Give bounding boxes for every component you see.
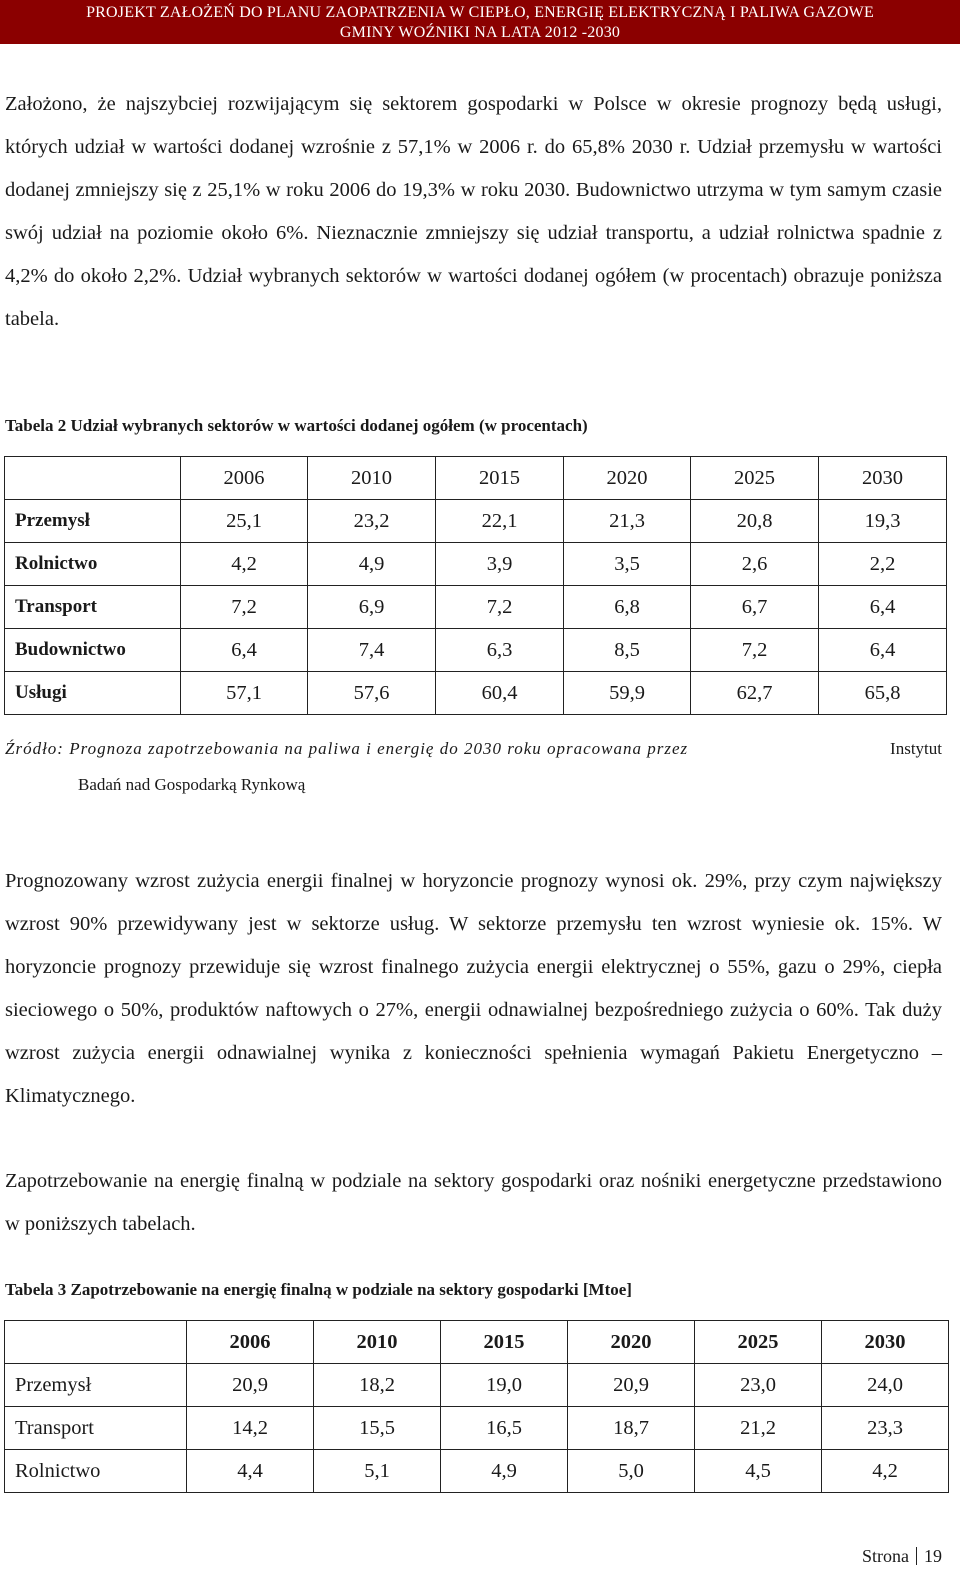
table-cell: 14,2 (187, 1407, 314, 1450)
table-cell: 65,8 (819, 672, 947, 715)
header-title-line1: PROJEKT ZAŁOŻEŃ DO PLANU ZAOPATRZENIA W CIEPŁO, ENERGIĘ ELEKTRYCZNĄ I PALIWA GAZOWE (86, 4, 874, 21)
row-label: Rolnictwo (5, 543, 181, 586)
table-row (5, 586, 947, 629)
source-line2: Badań nad Gospodarką Rynkową (78, 775, 306, 794)
table-cell: 16,5 (441, 1407, 568, 1450)
table3 (4, 1320, 949, 1493)
table-cell: 7,4 (308, 629, 436, 672)
table3-caption: Tabela 3 Zapotrzebowanie na energię finalną w podziale na sektory gospodarki [Mtoe] (5, 1280, 632, 1299)
intro-paragraph: Założono, że najszybciej rozwijającym się sektorem gospodarki w Polsce w okresie prognozy będą usługi, których udział w wartości dodanej wzrośnie z 57,1% w 2006 r. do 65,8% 2030 r. Udział przemysłu w wartości dodanej zmniejszy się z 25,1% w roku 2006 do 19,3% w roku 2030. Budownictwo utrzyma w tym samym czasie swój udział na poziomie około 6%. Nieznacznie zmniejszy się udział transportu, a udział rolnictwa spadnie z 4,2% do około 2,2%. Udział wybranych sektorów w wartości dodanej ogółem (w procentach) obrazuje poniższa tabela. (5, 93, 942, 330)
table2-year-header: 2006 (181, 457, 308, 500)
table-cell: 23,0 (695, 1364, 822, 1407)
table-cell: 4,4 (187, 1450, 314, 1493)
source-note (5, 731, 942, 803)
table2-caption: Tabela 2 Udział wybranych sektorów w wartości dodanej ogółem (w procentach) (5, 416, 588, 435)
table-cell: 6,4 (819, 629, 947, 672)
table-cell: 4,5 (695, 1450, 822, 1493)
header-title-line2: GMINY WOŹNIKI NA LATA 2012 -2030 (339, 24, 621, 41)
table3-header-row (5, 1321, 949, 1364)
page-footer (862, 1546, 942, 1567)
table2 (4, 456, 947, 715)
table-row (5, 1364, 949, 1407)
table-cell: 23,2 (308, 500, 436, 543)
row-label: Rolnictwo (5, 1450, 187, 1493)
table-cell: 3,9 (436, 543, 564, 586)
table-cell: 4,2 (822, 1450, 949, 1493)
table2-year-header: 2020 (564, 457, 691, 500)
table-cell: 2,2 (819, 543, 947, 586)
table-cell: 3,5 (564, 543, 691, 586)
table2-header-row (5, 457, 947, 500)
table-cell: 57,6 (308, 672, 436, 715)
table-cell: 18,2 (314, 1364, 441, 1407)
table-cell: 5,1 (314, 1450, 441, 1493)
page-number: 19 (924, 1546, 942, 1566)
table-row (5, 1407, 949, 1450)
table-cell: 6,4 (819, 586, 947, 629)
table-cell: 4,9 (308, 543, 436, 586)
table-cell: 6,9 (308, 586, 436, 629)
row-label: Budownictwo (5, 629, 181, 672)
row-label: Transport (5, 586, 181, 629)
row-label: Przemysł (5, 500, 181, 543)
table-cell: 4,9 (441, 1450, 568, 1493)
table-cell: 4,2 (181, 543, 308, 586)
table-cell: 20,8 (691, 500, 819, 543)
table-cell: 5,0 (568, 1450, 695, 1493)
table2-year-header: 2015 (436, 457, 564, 500)
table-cell: 6,4 (181, 629, 308, 672)
table-cell: 2,6 (691, 543, 819, 586)
table-row (5, 672, 947, 715)
table-cell: 7,2 (691, 629, 819, 672)
table-row (5, 500, 947, 543)
table-cell: 6,7 (691, 586, 819, 629)
table-cell: 23,3 (822, 1407, 949, 1450)
table-cell: 6,8 (564, 586, 691, 629)
table-cell: 22,1 (436, 500, 564, 543)
table-cell: 15,5 (314, 1407, 441, 1450)
table-cell: 19,0 (441, 1364, 568, 1407)
table2-year-header: 2025 (691, 457, 819, 500)
table-cell: 7,2 (436, 586, 564, 629)
table-cell: 19,3 (819, 500, 947, 543)
table-row (5, 543, 947, 586)
table-cell: 7,2 (181, 586, 308, 629)
table-cell: 20,9 (568, 1364, 695, 1407)
row-label: Usługi (5, 672, 181, 715)
page-header (0, 0, 960, 44)
table3-year-header: 2015 (441, 1321, 568, 1364)
table-cell: 21,2 (695, 1407, 822, 1450)
table3-year-header: 2030 (822, 1321, 949, 1364)
table3-corner-cell (5, 1321, 187, 1364)
source-line1-end: Instytut (890, 739, 942, 758)
table-cell: 21,3 (564, 500, 691, 543)
table2-corner-cell (5, 457, 181, 500)
footer-divider (916, 1547, 917, 1565)
row-label: Transport (5, 1407, 187, 1450)
table3-year-header: 2020 (568, 1321, 695, 1364)
table3-year-header: 2010 (314, 1321, 441, 1364)
table2-year-header: 2010 (308, 457, 436, 500)
table-cell: 20,9 (187, 1364, 314, 1407)
source-prefix: Źródło: Prognoza zapotrzebowania na paliwa i energię do 2030 roku opracowana przez (5, 739, 689, 758)
table-cell: 25,1 (181, 500, 308, 543)
paragraph-energy-demand: Zapotrzebowanie na energię finalną w podziale na sektory gospodarki oraz nośniki energetyczne przedstawiono w poniższych tabelach. (5, 1170, 942, 1235)
table3-year-header: 2025 (695, 1321, 822, 1364)
table-cell: 18,7 (568, 1407, 695, 1450)
table-cell: 6,3 (436, 629, 564, 672)
table-cell: 62,7 (691, 672, 819, 715)
paragraph-energy-growth: Prognozowany wzrost zużycia energii finalnej w horyzoncie prognozy wynosi ok. 29%, przy czym największy wzrost 90% przewidywany jest w sektorze usług. W sektorze przemysłu ten wzrost wyniesie ok. 15%. W horyzoncie prognozy przewiduje się wzrost finalnego zużycia energii elektrycznej o 55%, gazu o 29%, ciepła sieciowego o 50%, produktów naftowych o 27%, energii odnawialnej bezpośredniego zużycia o 60%. Tak duży wzrost zużycia energii odnawialnej wynika z konieczności spełnienia wymagań Pakietu Energetyczno – Klimatycznego. (5, 870, 942, 1107)
table3-year-header: 2006 (187, 1321, 314, 1364)
table-cell: 57,1 (181, 672, 308, 715)
table-cell: 60,4 (436, 672, 564, 715)
table-cell: 8,5 (564, 629, 691, 672)
table-row (5, 1450, 949, 1493)
table-row (5, 629, 947, 672)
table2-year-header: 2030 (819, 457, 947, 500)
row-label: Przemysł (5, 1364, 187, 1407)
table-cell: 24,0 (822, 1364, 949, 1407)
page-label: Strona (862, 1546, 909, 1566)
table-cell: 59,9 (564, 672, 691, 715)
